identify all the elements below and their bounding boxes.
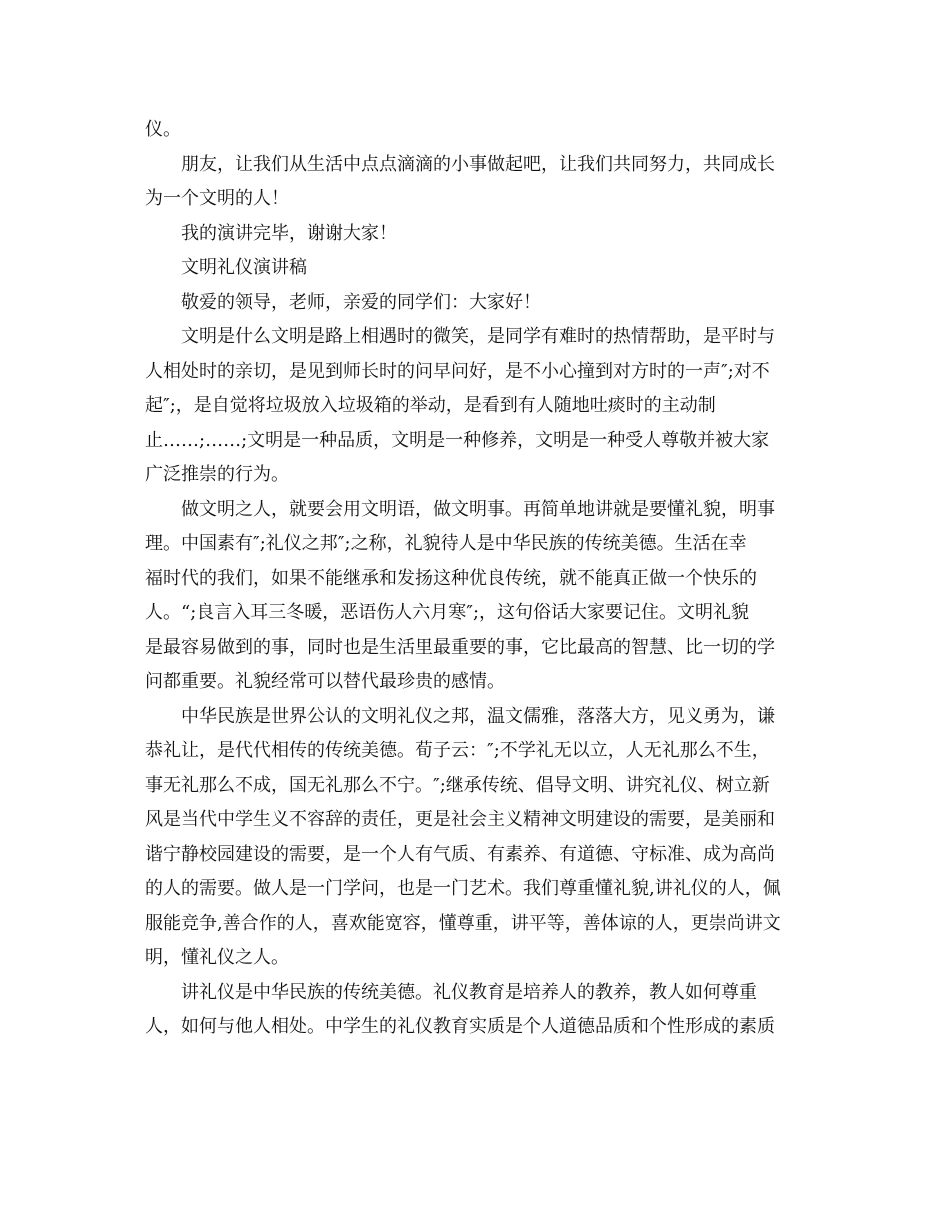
text-line: 的人的需要。做人是一门学问，也是一门艺术。我们尊重懂礼貌,讲礼仪的人，佩 xyxy=(145,878,781,899)
text-line: 理。中国素有″;礼仪之邦″;之称，礼貌待人是中华民族的传统美德。生活在幸 xyxy=(145,533,747,554)
text-line: 人相处时的亲切，是见到师长时的问早问好，是不小心撞到对方时的一声″;对不 xyxy=(145,360,770,382)
text-line: 朋友，让我们从生活中点点滴滴的小事做起吧，让我们共同努力，共同成长 xyxy=(181,153,775,175)
text-line: 做文明之人，就要会用文明语，做文明事。再简单地讲就是要懂礼貌，明事 xyxy=(181,498,775,520)
text-line: 止……;……;文明是一种品质，文明是一种修养，文明是一种受人尊敬并被大家 xyxy=(145,429,770,451)
text-line: 文明礼仪演讲稿 xyxy=(181,257,307,278)
text-line: 谐宁静校园建设的需要，是一个人有气质、有素养、有道德、守标准、成为高尚 xyxy=(145,843,775,865)
text-line: 我的演讲完毕，谢谢大家！ xyxy=(181,222,397,244)
text-line: 人，如何与他人相处。中学生的礼仪教育实质是个人道德品质和个性形成的素质 xyxy=(145,1016,775,1037)
text-line: 讲礼仪是中华民族的传统美德。礼仪教育是培养人的教养，教人如何尊重 xyxy=(181,981,757,1003)
text-line: 服能竞争,善合作的人，喜欢能宽容，懂尊重，讲平等，善体谅的人，更崇尚讲文 xyxy=(145,912,781,934)
text-line: 起″;，是自觉将垃圾放入垃圾箱的举动，是看到有人随地吐痰时的主动制 xyxy=(145,395,716,416)
text-line: 文明是什么文明是路上相遇时的微笑，是同学有难时的热情帮助，是平时与 xyxy=(181,326,775,347)
text-line: 福时代的我们，如果不能继承和发扬这种优良传统，就不能真正做一个快乐的 xyxy=(145,567,757,589)
text-line: 敬爱的领导，老师，亲爱的同学们：大家好！ xyxy=(181,291,541,313)
text-line: 风是当代中学生义不容辞的责任，更是社会主义精神文明建设的需要，是美丽和 xyxy=(145,809,775,830)
text-line: 问都重要。礼貌经常可以替代最珍贵的感情。 xyxy=(145,671,505,692)
text-line: 中华民族是世界公认的文明礼仪之邦，温文儒雅，落落大方，见义勇为，谦 xyxy=(181,705,775,727)
speech-text xyxy=(145,113,810,1045)
text-line: 广泛推崇的行为。 xyxy=(145,464,289,485)
text-line: 为一个文明的人！ xyxy=(145,188,289,209)
text-line: 人。“;良言入耳三冬暖，恶语伤人六月寒″;，这句俗话大家要记住。文明礼貌 xyxy=(145,602,750,623)
text-line: 仪。 xyxy=(145,119,181,140)
text-line: 恭礼让，是代代相传的传统美德。荀子云：″;不学礼无以立，人无礼那么不生， xyxy=(145,740,770,761)
text-line: 是最容易做到的事，同时也是生活里最重要的事，它比最高的智慧、比一切的学 xyxy=(145,636,775,658)
text-line: 明，懂礼仪之人。 xyxy=(145,947,289,968)
text-line: 事无礼那么不成，国无礼那么不宁。″;继承传统、倡导文明、讲究礼仪、树立新 xyxy=(145,774,770,796)
